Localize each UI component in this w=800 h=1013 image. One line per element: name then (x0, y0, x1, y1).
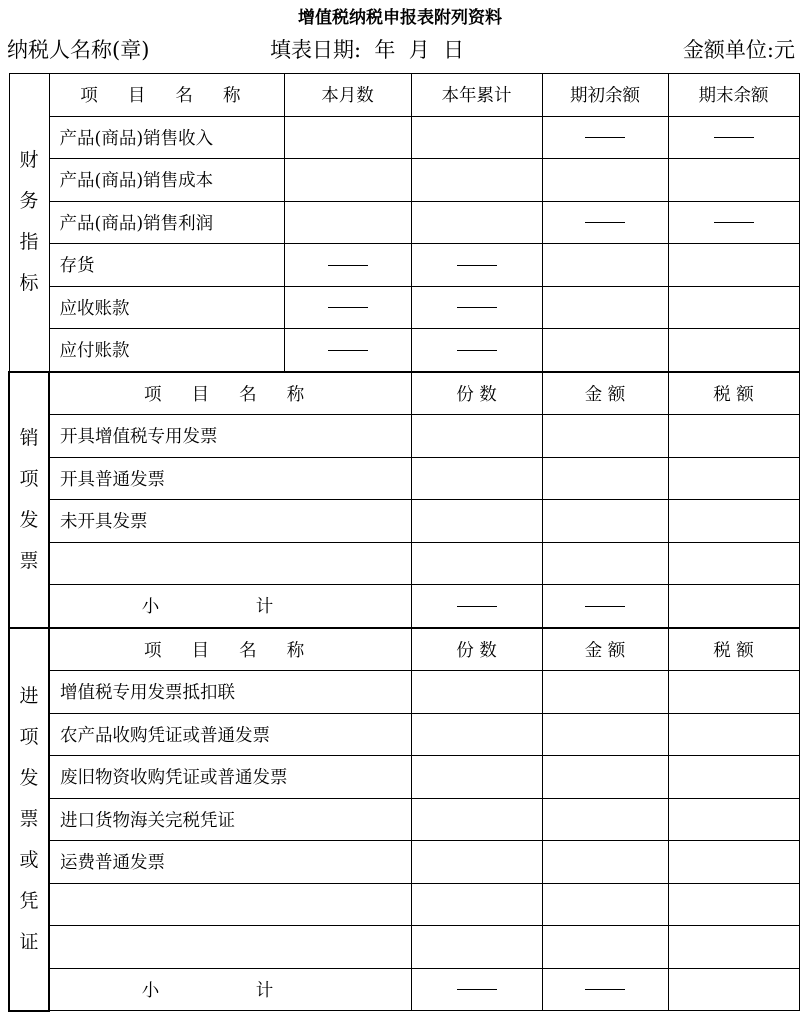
column-header: 金 额 (542, 372, 668, 415)
value-cell[interactable] (542, 671, 668, 714)
not-applicable-dash (457, 606, 497, 607)
fill-date-label: 填表日期: 年 月 日 (270, 38, 465, 62)
not-applicable-dash (585, 989, 625, 990)
not-applicable-dash (585, 606, 625, 607)
not-applicable-dash (714, 137, 754, 138)
value-cell[interactable] (668, 542, 799, 585)
row-label: 应收账款 (49, 286, 284, 329)
row-label: 增值税专用发票抵扣联 (49, 671, 411, 714)
not-applicable-dash (328, 350, 368, 351)
value-cell[interactable] (668, 798, 799, 841)
value-cell[interactable] (668, 968, 799, 1011)
value-cell[interactable] (542, 329, 668, 372)
not-applicable-dash (585, 137, 625, 138)
row-label: 开具增值税专用发票 (49, 415, 411, 458)
purchase-row (9, 841, 799, 884)
purchase-section-label: 进 项 发 票 或 凭 证 (9, 628, 49, 1011)
value-cell[interactable] (411, 116, 542, 159)
not-applicable-dash (457, 265, 497, 266)
value-cell[interactable] (668, 585, 799, 628)
finance-row (9, 286, 799, 329)
not-applicable-dash (328, 307, 368, 308)
value-cell (668, 116, 799, 159)
value-cell[interactable] (411, 883, 542, 926)
column-header: 项 目 名 称 (49, 372, 411, 415)
row-label: 存货 (49, 244, 284, 287)
column-header: 金 额 (542, 628, 668, 671)
value-cell[interactable] (411, 500, 542, 543)
not-applicable-dash (585, 222, 625, 223)
value-cell (542, 201, 668, 244)
value-cell[interactable] (542, 286, 668, 329)
value-cell (668, 201, 799, 244)
row-label: 产品(商品)销售成本 (49, 159, 284, 202)
column-header: 税 额 (668, 628, 799, 671)
value-cell[interactable] (411, 756, 542, 799)
value-cell (284, 286, 411, 329)
value-cell[interactable] (284, 159, 411, 202)
value-cell[interactable] (542, 798, 668, 841)
value-cell[interactable] (668, 756, 799, 799)
value-cell[interactable] (542, 415, 668, 458)
column-header: 本月数 (284, 74, 411, 117)
value-cell (542, 116, 668, 159)
value-cell[interactable] (668, 671, 799, 714)
purchase-row (9, 713, 799, 756)
value-cell[interactable] (668, 457, 799, 500)
subtotal-label: 小 计 (49, 968, 411, 1011)
finance-row (9, 201, 799, 244)
value-cell[interactable] (542, 841, 668, 884)
sales-row (9, 415, 799, 458)
value-cell[interactable] (411, 926, 542, 969)
value-cell[interactable] (411, 841, 542, 884)
column-header: 本年累计 (411, 74, 542, 117)
value-cell (284, 244, 411, 287)
value-cell (284, 329, 411, 372)
purchase-subtotal-row (9, 968, 799, 1011)
value-cell[interactable] (411, 671, 542, 714)
value-cell[interactable] (542, 756, 668, 799)
column-header: 期末余额 (668, 74, 799, 117)
value-cell[interactable] (668, 841, 799, 884)
not-applicable-dash (328, 265, 368, 266)
column-header: 项 目 名 称 (49, 628, 411, 671)
row-label (49, 542, 411, 585)
sales-subtotal-row (9, 585, 799, 628)
column-header: 项 目 名 称 (49, 74, 284, 117)
row-label: 产品(商品)销售收入 (49, 116, 284, 159)
value-cell (411, 286, 542, 329)
value-cell[interactable] (411, 201, 542, 244)
value-cell[interactable] (284, 116, 411, 159)
row-label: 农产品收购凭证或普通发票 (49, 713, 411, 756)
finance-section-label: 财 务 指 标 (9, 74, 49, 372)
value-cell[interactable] (542, 713, 668, 756)
value-cell (411, 244, 542, 287)
purchase-header-row (9, 628, 799, 671)
subtotal-label: 小 计 (49, 585, 411, 628)
purchase-row (9, 798, 799, 841)
column-header: 份 数 (411, 372, 542, 415)
taxpayer-name-label: 纳税人名称(章) (7, 38, 150, 62)
sales-header-row (9, 372, 799, 415)
value-cell[interactable] (542, 926, 668, 969)
value-cell[interactable] (668, 926, 799, 969)
value-cell[interactable] (542, 159, 668, 202)
finance-row (9, 116, 799, 159)
value-cell[interactable] (542, 244, 668, 287)
not-applicable-dash (457, 307, 497, 308)
amount-unit-label: 金额单位:元 (682, 38, 795, 62)
value-cell[interactable] (411, 713, 542, 756)
value-cell[interactable] (411, 159, 542, 202)
form-title: 增值税纳税申报表附列资料 (298, 8, 502, 28)
finance-row (9, 329, 799, 372)
value-cell[interactable] (668, 244, 799, 287)
value-cell (411, 585, 542, 628)
not-applicable-dash (457, 350, 497, 351)
purchase-row (9, 883, 799, 926)
value-cell[interactable] (542, 500, 668, 543)
value-cell (411, 968, 542, 1011)
value-cell[interactable] (411, 798, 542, 841)
purchase-row (9, 671, 799, 714)
value-cell[interactable] (542, 542, 668, 585)
finance-row (9, 159, 799, 202)
value-cell[interactable] (411, 542, 542, 585)
value-cell[interactable] (411, 415, 542, 458)
value-cell[interactable] (668, 713, 799, 756)
not-applicable-dash (714, 222, 754, 223)
column-header: 份 数 (411, 628, 542, 671)
row-label: 废旧物资收购凭证或普通发票 (49, 756, 411, 799)
row-label: 进口货物海关完税凭证 (49, 798, 411, 841)
value-cell[interactable] (668, 415, 799, 458)
not-applicable-dash (457, 989, 497, 990)
value-cell[interactable] (668, 883, 799, 926)
row-label: 运费普通发票 (49, 841, 411, 884)
value-cell[interactable] (411, 457, 542, 500)
finance-row (9, 244, 799, 287)
row-label: 未开具发票 (49, 500, 411, 543)
value-cell (411, 329, 542, 372)
value-cell (542, 585, 668, 628)
sales-row (9, 457, 799, 500)
row-label (49, 883, 411, 926)
finance-header-row (9, 74, 799, 117)
value-cell[interactable] (542, 883, 668, 926)
column-header: 期初余额 (542, 74, 668, 117)
sales-row (9, 542, 799, 585)
attachment-table (8, 73, 800, 1012)
row-label: 开具普通发票 (49, 457, 411, 500)
value-cell[interactable] (668, 329, 799, 372)
row-label: 产品(商品)销售利润 (49, 201, 284, 244)
row-label (49, 926, 411, 969)
sales-section-label: 销 项 发 票 (9, 372, 49, 628)
column-header: 税 额 (668, 372, 799, 415)
sales-row (9, 500, 799, 543)
purchase-row (9, 926, 799, 969)
purchase-row (9, 756, 799, 799)
value-cell[interactable] (284, 201, 411, 244)
value-cell (542, 968, 668, 1011)
value-cell[interactable] (542, 457, 668, 500)
value-cell[interactable] (668, 286, 799, 329)
row-label: 应付账款 (49, 329, 284, 372)
value-cell[interactable] (668, 159, 799, 202)
value-cell[interactable] (668, 500, 799, 543)
